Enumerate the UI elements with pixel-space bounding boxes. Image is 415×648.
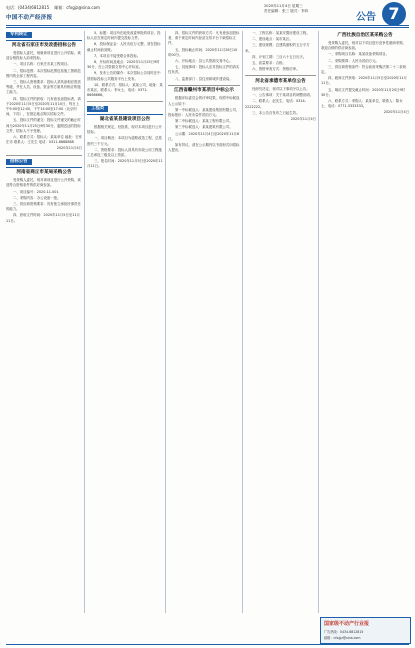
paragraph: 第一中标候选人：某某建设集团有限公司，投标报价：人民币壹仟贰佰万元。 xyxy=(168,107,240,117)
paragraph: 根据相关规定，经批准，现对本项目进行公开招标。 xyxy=(87,124,162,135)
paragraph: 受招标人委托，现就该项目进行公开招标，欢迎合格投标人前来投标。 xyxy=(6,51,81,61)
column-divider xyxy=(84,31,85,613)
page-number-badge: 7 xyxy=(382,2,406,26)
paragraph: 第三中标候选人：某某建筑有限公司。 xyxy=(175,125,233,130)
signature-date: 2020年11月4日 xyxy=(56,146,82,151)
kicker-label: 专利转让 xyxy=(6,32,32,38)
paragraph: 受采购人委托，现对以下项目进行竞争性磋商采购，欢迎合格的供应商参加。 xyxy=(321,41,406,51)
paragraph: 受采购人委托，现对该项目进行公开采购，欢迎符合资格条件的供应商参加。 xyxy=(6,178,81,188)
kicker-label: 招标公告 xyxy=(6,159,32,165)
paragraph: 二、采购预算：人民币贰佰万元。 xyxy=(328,58,379,63)
column-5 xyxy=(321,31,409,613)
footer-rule xyxy=(6,644,409,645)
divider xyxy=(6,155,82,156)
paragraph: 三、供应商资格条件：符合政府采购法第二十二条规定。 xyxy=(321,64,406,75)
header-meta xyxy=(264,4,364,14)
paragraph: 六、开标地点：县公共资源交易中心。 xyxy=(175,59,233,64)
contact-line xyxy=(6,5,100,11)
column-3 xyxy=(168,31,240,613)
paragraph: 七、其他事项：投标人应对投标文件的真实性负责。 xyxy=(168,65,240,75)
paragraph: 二、招标范围：本次招标范围包括施工图纸范围内的全部工程内容。 xyxy=(6,68,81,78)
paragraph: 6、投标保证金：人民币伍万元整，须在投标截止时间前到账。 xyxy=(87,42,161,52)
paragraph: 二、联系人：赵先生，电话：0314-2222222。 xyxy=(245,99,306,109)
article-title: 河北省石家庄市发改委招标公告 xyxy=(11,43,77,48)
column-divider xyxy=(318,31,319,613)
paragraph: 7、本项目不接受联合体投标。 xyxy=(94,53,141,58)
paragraph: 四、招标文件的获取：凡有意参加投标者，请于2020年11月5日至2020年11月10日，每日上午9:00至12:00，下午14:00至17:00（北京时间，下同），在指定地点购买招标文件。 xyxy=(6,96,81,117)
paragraph: 五、质量要求：合格。 xyxy=(252,61,286,66)
paragraph: 一、采购项目名称：某某设备采购项目。 xyxy=(328,52,390,57)
paragraph: 公示期：2020年11月4日至2020年11月6日。 xyxy=(168,131,240,141)
paragraph: 八、监督部门：县住房和城乡建设局。 xyxy=(175,76,233,81)
paragraph: 三、建设规模：总建筑面积约五万平方米。 xyxy=(245,43,310,53)
article-title: 江西省赣州市某项目中标公示 xyxy=(174,88,234,94)
kicker-label: 工程类 xyxy=(87,106,108,112)
paragraph: 10、联系方式：招标人：某某公司，地址：某市某区，联系人：李女士，电话：0371-6666666。 xyxy=(87,82,163,98)
paragraph: 四、磋商文件获取：2020年11月5日至2020年11月11日。 xyxy=(321,76,407,86)
divider xyxy=(87,101,163,102)
signature-date: 2020年11月4日 xyxy=(383,110,409,115)
kicker-row xyxy=(6,158,82,168)
paragraph: 六、联系方式：采购人：某某单位，联系人：陈女士，电话：0771-3333333。 xyxy=(321,99,403,109)
editor-line: 责任编辑：张三 版式：李四 xyxy=(264,8,309,13)
kicker-row xyxy=(87,105,163,115)
paragraph: 根据评标委员会的评审结果，现将中标候选人公示如下： xyxy=(168,96,240,106)
paragraph: 四、计划工期：三百六十五日历天。 xyxy=(252,54,307,59)
column-divider xyxy=(165,31,166,613)
banner-email: 邮箱：cfxgjz@sina.com xyxy=(324,636,361,640)
email-text: 邮箱：cfxgjz@sina.com xyxy=(54,5,100,10)
column-divider xyxy=(242,31,243,613)
paragraph: 四、获取文件时间：2020年11月5日至11月11日。 xyxy=(6,213,80,223)
banner-title: 国家级不动产行业报 xyxy=(324,621,370,627)
divider xyxy=(245,75,316,76)
article-title: 广西壮族自治区某采购公告 xyxy=(337,33,393,38)
paragraph: 9、发布公告的媒介：本次招标公告同时在中国招标投标公共服务平台上发布。 xyxy=(87,71,161,81)
signature-date: 2020年11月4日 xyxy=(290,116,316,121)
paragraph: 五、响应文件提交截止时间：2020年11月20日9时30分。 xyxy=(321,87,406,97)
paragraph: 三、本公告自发布之日起生效。 xyxy=(252,110,300,115)
header-rule xyxy=(6,25,409,26)
paragraph: 一、项目编号：2020-11-001 xyxy=(13,189,59,194)
column-4 xyxy=(245,31,316,613)
paragraph: 二、建设地点：某市某区。 xyxy=(252,37,293,42)
paragraph: 5、标题：项目所在地发改委审批的项目，投标人应在规定时间内提交投标文件。 xyxy=(87,31,161,41)
header-rule-thin xyxy=(6,27,409,28)
article-title: 河南省商丘市某局采购公告 xyxy=(16,170,72,176)
issue-date: 2020年11月4日 星期三 xyxy=(264,4,303,8)
section-title: 公告 xyxy=(356,12,376,23)
paragraph: 六、联系方式：招标人：某某单位 地址：石家庄市 联系人：王先生 电话：0311-8888888 xyxy=(6,135,82,145)
banner-phone: 广告热线：0434-6812815 xyxy=(324,630,364,634)
article-title: 湖北省某县建设项目公告 xyxy=(99,116,151,122)
phone-text: 电话：(0434)6812815 xyxy=(6,5,50,10)
kicker-row xyxy=(6,31,82,41)
ad-banner xyxy=(320,617,411,644)
paragraph: 四、招标文件的获取方式：凡有意参加投标者，请于规定时间内登录交易平台下载招标文件。 xyxy=(168,31,240,46)
article-title: 河北省承德市某单位公告 xyxy=(255,78,306,84)
paragraph: 一、工程名称：某某安置房建设工程。 xyxy=(252,31,310,35)
paragraph: 三、报名时间：2020年11月5日至2020年11月11日。 xyxy=(87,159,163,169)
paragraph: 一、项目概况：本项目为道路改造工程，总投资约三千万元。 xyxy=(87,136,162,146)
paragraph: 五、投标文件的递交：投标文件递交的截止时间为2020年11月25日9时30分，逾期送达的投标文件，招标人不予受理。 xyxy=(6,118,81,133)
paragraph: 经研究决定，现对以下事项予以公告。 xyxy=(252,86,310,91)
paragraph: 一、项目名称：石家庄市某工程项目。 xyxy=(13,62,71,67)
paragraph: 第二中标候选人：某某工程有限公司。 xyxy=(175,119,233,124)
paragraph: 8、开标时间及地点：2020年11月25日9时30分，在公共资源交易中心开标室。 xyxy=(87,60,160,70)
paper-logo: 中国不动产经济报 xyxy=(6,15,53,21)
column-1 xyxy=(6,31,82,613)
divider xyxy=(168,85,240,86)
paragraph: 六、资格审查方式：资格后审。 xyxy=(252,67,300,72)
paragraph: 如有异议，请在公示期内以书面形式向招标人提出。 xyxy=(168,142,240,153)
paragraph: 二、资格要求：投标人须具有市政公用工程施工总承包三级及以上资质。 xyxy=(87,147,162,157)
paragraph: 三、投标人资格要求：投标人须具备相应资质等级，并在人员、设备、资金等方面具有相应的施工能力。 xyxy=(6,80,81,95)
paragraph: 五、投标截止时间：2020年11月26日10时00分。 xyxy=(168,47,238,57)
paragraph: 三、供应商资格要求：具有独立承担民事责任的能力。 xyxy=(6,201,81,212)
paragraph: 一、公告事项：关于某项目的调整说明。 xyxy=(252,93,314,98)
paragraph: 二、采购内容：办公设备一批。 xyxy=(13,195,61,200)
column-2 xyxy=(87,31,163,613)
